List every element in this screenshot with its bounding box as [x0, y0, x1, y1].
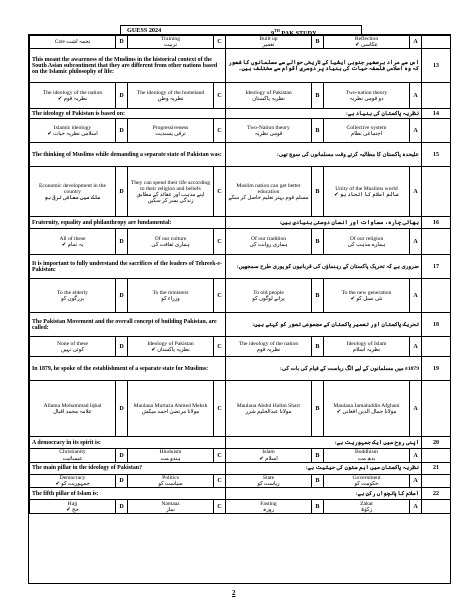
option-english: Maulana Murtaza Ahmed Meksh [133, 402, 208, 409]
option-cell [226, 167, 312, 217]
option-english: Islam [262, 449, 275, 456]
option-letter: C [214, 337, 226, 357]
option-urdu: بدھ مت [357, 455, 376, 462]
question-urdu: ضروری ہے کہ تحریک پاکستان کے رہنماؤں کی قربانیوں کو پوری طرح سمجھیں: [226, 255, 422, 279]
option-urdu: اسلام ✔ [259, 455, 278, 462]
question-urdu: نظریہ پاکستان میں اہم ستون کی حیثیت ہے: [226, 462, 422, 474]
option-english: Namaaz [161, 500, 180, 507]
option-urdu: ترقی پسندیت [155, 130, 186, 137]
option-urdu: وزراء کو [161, 295, 180, 302]
option-english: None of these [56, 340, 89, 347]
option-urdu: مسلم قوم بہتر تعلیم حاصل کر سکے [228, 195, 309, 201]
options-row [30, 381, 451, 437]
option-urdu: ملک میں معاشی ترقی ہو [44, 195, 101, 201]
option-english: Hajj [67, 500, 78, 507]
option-english: Allama Mohammad Iqbal [43, 402, 102, 409]
option-urdu: پرانے لوگوں کو [252, 295, 285, 302]
mcq-table [29, 35, 451, 514]
number-blank [422, 119, 451, 143]
option-cell [128, 279, 214, 313]
option-urdu: نظریہ پاکستان ✔ [151, 346, 190, 353]
option-english: Fasting [260, 500, 277, 507]
option-cell [324, 167, 410, 217]
options-row [30, 167, 451, 217]
option-letter: C [214, 167, 226, 217]
question-urdu: اس سے مراد برصغیر جنوبی ایشیا کے تاریخی حوالے سے مسلمانوں کا شعور کہ وہ اسلامی فلسفہ حیات کی بنیاد پر دوسری اقوام سے مختلف ہیں۔ [226, 49, 422, 83]
options-row [30, 279, 451, 313]
question-row [30, 313, 451, 337]
option-urdu: سیاست کو [158, 481, 183, 488]
option-urdu: یہ تمام ✔ [61, 241, 84, 248]
option-cell [30, 279, 116, 313]
number-blank [422, 229, 451, 255]
option-cell [30, 381, 116, 437]
question-number: 18 [422, 313, 451, 337]
option-english: All of these [59, 235, 86, 242]
question-sheet [28, 34, 451, 584]
number-blank [422, 279, 451, 313]
option-letter: B [312, 119, 324, 143]
option-letter: D [116, 279, 128, 313]
question-row [30, 437, 451, 449]
question-urdu: بھائی چارہ، مساوات اور انسان دوستی بنیادی ہیں: [226, 217, 422, 229]
option-english: To the ministers [152, 289, 189, 296]
question-english: In 1879, he spoke of the establishment of a separate state for Muslims: [30, 357, 226, 381]
option-cell [324, 449, 410, 462]
option-english: State [262, 474, 275, 481]
option-letter: A [410, 337, 422, 357]
number-blank [422, 83, 451, 109]
option-urdu: جمہوریت کو ✔ [55, 481, 90, 488]
question-urdu: علیحدہ پاکستان کا مطالبہ کرتے وقت مسلمانوں کی سوچ تھی: [226, 143, 422, 167]
question-english: The Pakistan Movement and the overall concept of building Pakistan, are called: [30, 313, 226, 337]
option-cell [226, 337, 312, 357]
option-cell [128, 36, 214, 49]
option-urdu: مولانا مرتضیٰ احمد میکش [141, 408, 200, 415]
option-urdu: عکاسی ✔ [355, 42, 378, 49]
option-cell [128, 167, 214, 217]
option-cell [30, 449, 116, 462]
option-english: Ideology of Pakistan [245, 89, 292, 96]
option-english: Islamic ideology [53, 124, 92, 131]
option-letter: C [214, 229, 226, 255]
option-cell [128, 474, 214, 487]
option-letter: B [312, 474, 324, 487]
option-english: Zakat [360, 500, 373, 507]
question-urdu: اپنی روح میں ایک جمہوریت ہے: [226, 437, 422, 449]
option-cell [30, 167, 116, 217]
option-english: Unity of the Muslims world [335, 185, 398, 192]
class-number: 9 [271, 30, 275, 38]
option-urdu: زکوٰۃ [360, 506, 373, 513]
option-letter: B [312, 229, 324, 255]
option-letter: D [116, 36, 128, 49]
option-english: The ideology of the homeland [136, 89, 205, 96]
option-urdu: نظریہ پاکستان [252, 95, 285, 102]
question-row [30, 49, 451, 83]
option-cell [226, 83, 312, 109]
option-cell [226, 279, 312, 313]
option-urdu: تعمیر [262, 42, 275, 49]
number-blank [422, 337, 451, 357]
option-english: To the new generation [341, 289, 392, 296]
option-english: Government [352, 474, 381, 481]
option-cell [128, 381, 214, 437]
option-english: Built up [259, 36, 278, 42]
option-letter: C [214, 279, 226, 313]
option-letter: B [312, 337, 324, 357]
option-urdu: نظریہ قوم ✔ [57, 95, 88, 102]
option-letter: A [410, 167, 422, 217]
option-cell [226, 500, 312, 514]
option-english: Economic development in the country [39, 182, 106, 195]
option-english: Christianity [59, 449, 86, 456]
question-number: 16 [422, 217, 451, 229]
option-english: Democracy [59, 474, 86, 481]
option-cell [324, 381, 410, 437]
option-english: They can spend their life according to their religion and beliefs [130, 179, 211, 192]
option-urdu: اجتماعی نظام [350, 130, 383, 137]
option-cell [226, 474, 312, 487]
option-cell [30, 500, 116, 514]
option-letter: A [410, 83, 422, 109]
option-letter: A [410, 500, 422, 514]
options-row [30, 449, 451, 462]
option-letter: D [116, 337, 128, 357]
option-letter: C [214, 381, 226, 437]
option-cell [30, 474, 116, 487]
option-urdu: مولانا جمال الدین افغانی ✔ [336, 408, 397, 415]
question-row [30, 109, 451, 119]
option-urdu: نماز [166, 506, 175, 513]
options-row [30, 36, 451, 49]
question-english: Fraternity, equality and philanthropy are fundamental: [30, 217, 226, 229]
option-urdu: نظریہ قوم [256, 346, 281, 353]
option-cell [30, 83, 116, 109]
question-number: 15 [422, 143, 451, 167]
option-urdu: ہمارے مذہب کی [347, 241, 386, 248]
option-letter: C [214, 36, 226, 49]
option-english: The ideology of the nation [42, 89, 103, 96]
option-english: Of our religion [349, 235, 384, 242]
number-blank [422, 474, 451, 487]
option-cell [324, 279, 410, 313]
option-letter: A [410, 449, 422, 462]
question-number: 21 [422, 462, 451, 474]
option-urdu: اسلامی نظریہ حیات ✔ [47, 130, 98, 137]
options-row [30, 119, 451, 143]
option-english: Two-Nation theory [247, 124, 290, 131]
option-letter: A [410, 119, 422, 143]
option-urdu: نئی نسل کو ✔ [350, 295, 383, 302]
option-english: Collective system [346, 124, 387, 131]
question-english: It is important to fully understand the sacrifices of the leaders of Tehreek-e-Pakistan: [30, 255, 226, 279]
option-urdu: تربیت [164, 42, 177, 49]
option-letter: A [410, 36, 422, 49]
option-cell [226, 229, 312, 255]
option-english: Training [160, 36, 181, 42]
option-cell [324, 119, 410, 143]
number-blank [422, 167, 451, 217]
question-urdu: 1879ء میں مسلمانوں کے لیے الگ ریاست کے قیام کی بات کی: [226, 357, 422, 381]
option-cell [128, 337, 214, 357]
question-row [30, 462, 451, 474]
option-urdu: ہماری ثقافت کی [151, 241, 190, 248]
option-urdu: عیسائیت [62, 455, 83, 462]
question-urdu: اسلام کا پانچواں رکن ہے: [226, 488, 422, 500]
option-english: Of our culture [154, 235, 187, 242]
option-cell [128, 229, 214, 255]
subject-name: PAK STUDY [279, 30, 317, 38]
question-english: A democracy in its spirit is: [30, 437, 226, 449]
question-row [30, 357, 451, 381]
number-blank [422, 449, 451, 462]
number-blank [422, 500, 451, 514]
option-english: Ideology of Pakistan [147, 340, 194, 347]
options-row [30, 474, 451, 487]
question-row [30, 143, 451, 167]
option-urdu: نظریہ وطن [157, 95, 184, 102]
options-row [30, 500, 451, 514]
option-english: Reflection [354, 36, 379, 42]
option-urdu: عالم اسلام کا اتحاد ہو ✔ [334, 191, 399, 198]
option-cell [128, 119, 214, 143]
option-letter: D [116, 381, 128, 437]
question-number: 14 [422, 109, 451, 119]
option-cell [30, 36, 116, 49]
option-english: Muslim nation can get better education [236, 182, 301, 195]
option-cell [128, 83, 214, 109]
options-row [30, 337, 451, 357]
option-urdu: بزرگوں کو [60, 295, 85, 302]
question-number: 13 [422, 49, 451, 83]
options-row [30, 83, 451, 109]
option-cell [226, 449, 312, 462]
option-cell [30, 119, 116, 143]
option-letter: A [410, 229, 422, 255]
option-cell [30, 229, 116, 255]
option-urdu: تحمہ اشت Care [54, 39, 91, 46]
option-letter: D [116, 119, 128, 143]
option-letter: D [116, 229, 128, 255]
option-cell [324, 36, 410, 49]
option-letter: B [312, 279, 324, 313]
option-english: Progressiveness [152, 124, 189, 131]
option-urdu: قومی نظریہ [254, 130, 283, 137]
option-urdu: ریاست کو [257, 481, 280, 488]
option-letter: B [312, 167, 324, 217]
option-letter: C [214, 83, 226, 109]
option-cell [324, 229, 410, 255]
question-english: The thinking of Muslims while demanding a separate state of Pakistan was: [30, 143, 226, 167]
question-number: 20 [422, 437, 451, 449]
option-cell [324, 500, 410, 514]
option-urdu: نظریہ اسلام [352, 346, 381, 353]
option-english: Two-nation theory [345, 89, 388, 96]
option-cell [324, 83, 410, 109]
option-letter: B [312, 36, 324, 49]
option-urdu: اپنے مذہب اور عقائد کے مطابق زندگی بسر کر سکیں [136, 191, 205, 205]
option-urdu: ہماری روایت کی [249, 241, 288, 248]
question-number: 19 [422, 357, 451, 381]
option-urdu: کوئی نہیں [60, 346, 85, 353]
question-urdu: تحریک پاکستان اور تعمیر پاکستان کے مجموعی تصور کو کہتے ہیں: [226, 313, 422, 337]
option-letter: D [116, 449, 128, 462]
option-english: Hinduism [159, 449, 182, 456]
option-cell [324, 474, 410, 487]
question-urdu: نظریہ پاکستان کی بنیاد ہے: [226, 109, 422, 119]
option-english: Buddhism [354, 449, 378, 456]
number-blank [422, 381, 451, 437]
question-english: The fifth pillar of Islam is: [30, 488, 226, 500]
option-english: Maulana Abdul Halim Sharr [236, 402, 301, 409]
class-sup: TH [274, 28, 280, 33]
option-letter: C [214, 449, 226, 462]
guess-title: GUESS 2024 [127, 27, 162, 34]
option-cell [324, 337, 410, 357]
option-urdu: مولانا عبدالحلیم شرر [245, 408, 292, 415]
option-english: The ideology of the nation [238, 340, 299, 347]
option-cell [226, 36, 312, 49]
option-letter: D [116, 83, 128, 109]
question-english: The main pillar in the ideology of Pakistan? [30, 462, 226, 474]
option-cell [30, 337, 116, 357]
option-letter: B [312, 83, 324, 109]
option-letter: C [214, 474, 226, 487]
question-english: This meant the awareness of the Muslims in the historical context of the South Asian subcontinent that they are different from other nations based on the Islamic philosophy of life: [30, 49, 226, 83]
option-cell [226, 381, 312, 437]
option-english: Politics [162, 474, 179, 481]
option-cell [128, 500, 214, 514]
question-number: 22 [422, 488, 451, 500]
option-english: To the elderly [57, 289, 88, 296]
option-letter: D [116, 500, 128, 514]
question-row [30, 217, 451, 229]
option-letter: D [116, 474, 128, 487]
option-letter: B [312, 381, 324, 437]
question-row [30, 255, 451, 279]
option-cell [226, 119, 312, 143]
option-letter: B [312, 449, 324, 462]
question-number: 17 [422, 255, 451, 279]
option-english: Of our tradition [250, 235, 287, 242]
options-row [30, 229, 451, 255]
number-blank [422, 36, 451, 49]
page-number: 2 [232, 589, 236, 597]
option-english: To old people [253, 289, 284, 296]
option-letter: C [214, 119, 226, 143]
option-english: Ideology of Islam [346, 340, 387, 347]
option-letter: D [116, 167, 128, 217]
option-letter: B [312, 500, 324, 514]
option-letter: A [410, 381, 422, 437]
option-urdu: حکومت کو [354, 481, 379, 488]
option-urdu: روزہ [263, 506, 274, 513]
option-urdu: دو قومی نظریہ [349, 95, 384, 102]
option-urdu: ہندو مت [160, 455, 181, 462]
option-urdu: حج ✔ [66, 506, 79, 513]
option-english: Maulana Jamaluddin Afghani [333, 402, 400, 409]
option-letter: A [410, 474, 422, 487]
option-letter: A [410, 279, 422, 313]
option-urdu: علامہ محمد اقبال [53, 408, 92, 415]
question-row [30, 488, 451, 500]
option-letter: C [214, 500, 226, 514]
option-cell [128, 449, 214, 462]
question-english: The ideology of Pakistan is based on: [30, 109, 226, 119]
